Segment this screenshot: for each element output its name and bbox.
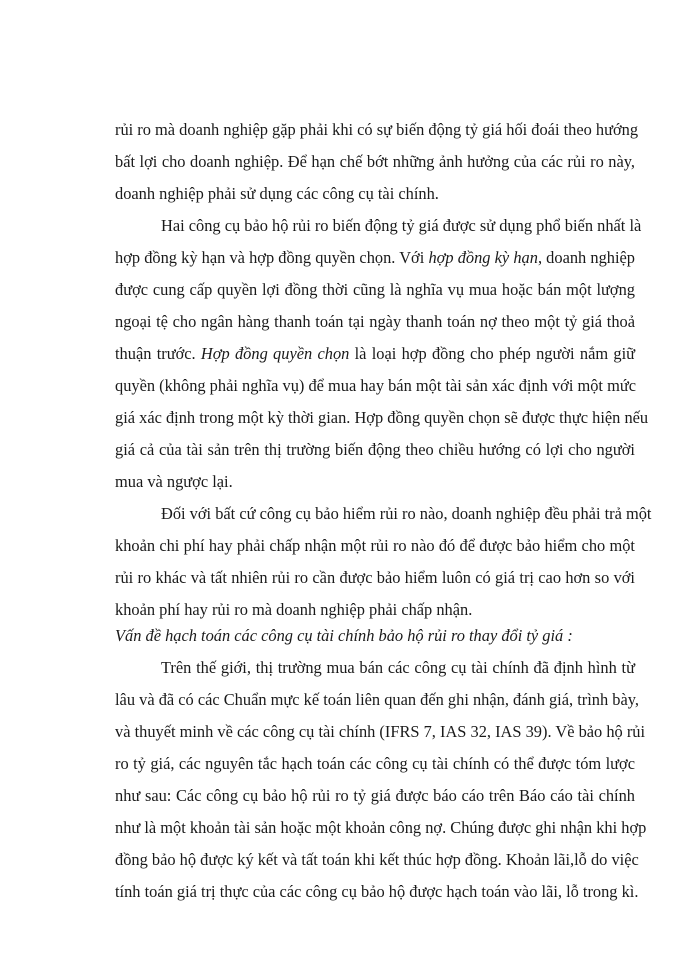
p2-line-4: ngoại tệ cho ngân hàng thanh toán tại ngày thanh toán nợ theo một tỷ giá thoả <box>115 312 635 331</box>
p4-line-6: như là một khoản tài sản hoặc một khoản công nợ. Chúng được ghi nhận khi hợp <box>115 818 647 837</box>
p4-line-7: đồng bảo hộ được ký kết và tất toán khi kết thúc hợp đồng. Khoản lãi,lỗ do việc <box>115 850 639 869</box>
p3-line-2: khoản chi phí hay phải chấp nhận một rủi ro nào đó để được bảo hiểm cho một <box>115 536 635 555</box>
p3-line-4: khoản phí hay rủi ro mà doanh nghiệp phải chấp nhận. <box>115 600 473 619</box>
p2-line-6: quyền (không phải nghĩa vụ) để mua hay bán một tài sản xác định với một mức <box>115 376 636 395</box>
p4-line-4: ro tỷ giá, các nguyên tắc hạch toán các công cụ tài chính có thể được tóm lược <box>115 754 635 773</box>
p3-line-1: Đối với bất cứ công cụ bảo hiểm rủi ro nào, doanh nghiệp đều phải trả một <box>161 504 652 523</box>
p2-line-7: giá xác định trong một kỳ thời gian. Hợp đồng quyền chọn sẽ được thực hiện nếu <box>115 408 649 427</box>
p2-line-5 <box>115 344 635 364</box>
section-heading: Vấn đề hạch toán các công cụ tài chính bảo hộ rủi ro thay đổi tỷ giá : <box>115 626 573 645</box>
p1-line-1: rủi ro mà doanh nghiệp gặp phải khi có sự biến động tỷ giá hối đoái theo hướng <box>115 120 639 139</box>
p2-line-2-a: hợp đồng kỳ hạn và hợp đồng quyền chọn. Với <box>115 248 429 267</box>
term-option-contract: Hợp đồng quyền chọn <box>200 344 350 363</box>
p2-line-9: mua và ngược lại. <box>115 472 233 491</box>
p4-line-8: tính toán giá trị thực của các công cụ bảo hộ được hạch toán vào lãi, lỗ trong kì. <box>115 882 639 901</box>
p2-line-1: Hai công cụ bảo hộ rủi ro biến động tỷ giá được sử dụng phổ biến nhất là <box>161 216 642 235</box>
p3-line-3: rủi ro khác và tất nhiên rủi ro cần được bảo hiểm luôn có giá trị cao hơn so với <box>115 568 635 587</box>
p2-line-2-b: , doanh nghiệp <box>537 248 635 267</box>
p4-line-3: và thuyết minh về các công cụ tài chính (IFRS 7, IAS 32, IAS 39). Về bảo hộ rủi <box>115 722 646 741</box>
p2-line-2 <box>115 248 635 268</box>
p1-line-3: doanh nghiệp phải sử dụng các công cụ tài chính. <box>115 184 439 203</box>
p2-line-3: được cung cấp quyền lợi đồng thời cũng là nghĩa vụ mua hoặc bán một lượng <box>115 280 635 299</box>
p2-line-8: giá cả của tài sản trên thị trường biến động theo chiều hướng có lợi cho người <box>115 440 635 459</box>
p4-line-2: lâu và đã có các Chuẩn mực kế toán liên quan đến ghi nhận, đánh giá, trình bày, <box>115 690 639 709</box>
p2-line-5-a: thuận trước. <box>115 344 201 363</box>
term-forward-contract: hợp đồng kỳ hạn <box>428 248 538 267</box>
p1-line-2: bất lợi cho doanh nghiệp. Để hạn chế bớt những ảnh hưởng của các rủi ro này, <box>115 152 635 171</box>
p4-line-5: như sau: Các công cụ bảo hộ rủi ro tỷ giá được báo cáo trên Báo cáo tài chính <box>115 786 635 805</box>
p4-line-1: Trên thế giới, thị trường mua bán các công cụ tài chính đã định hình từ <box>161 658 635 677</box>
p2-line-5-b: là loại hợp đồng cho phép người nắm giữ <box>349 344 636 363</box>
